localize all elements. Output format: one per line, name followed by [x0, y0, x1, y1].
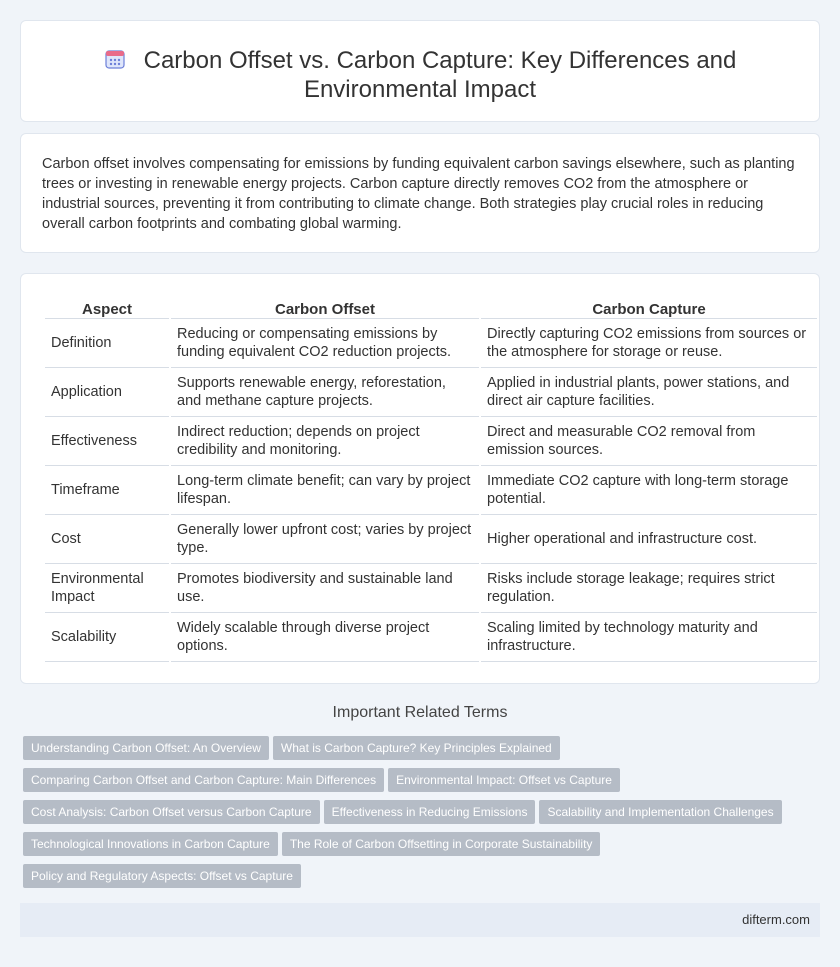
header-carbon-offset: Carbon Offset [171, 297, 479, 319]
calendar-icon [104, 48, 126, 70]
table-row [45, 515, 817, 564]
page-title [21, 46, 819, 104]
tag-row [23, 864, 823, 896]
row-capture: Directly capturing CO2 emissions from sources or the atmosphere for storage or reuse. [481, 319, 817, 368]
table-row [45, 466, 817, 515]
related-terms-list [23, 736, 823, 896]
related-term-tag[interactable]: The Role of Carbon Offsetting in Corporate Sustainability [282, 832, 601, 856]
row-offset: Long-term climate benefit; can vary by project lifespan. [171, 466, 479, 515]
related-term-tag[interactable]: Comparing Carbon Offset and Carbon Capture: Main Differences [23, 768, 384, 792]
tag-row [23, 800, 823, 832]
title-line-2: Environmental Impact [303, 76, 537, 103]
row-capture: Risks include storage leakage; requires strict regulation. [481, 564, 817, 613]
row-aspect: Environmental Impact [45, 564, 169, 613]
row-capture: Scaling limited by technology maturity and infrastructure. [481, 613, 817, 662]
row-offset: Indirect reduction; depends on project credibility and monitoring. [171, 417, 479, 466]
footer [20, 903, 820, 937]
header-carbon-capture: Carbon Capture [481, 297, 817, 319]
tag-row [23, 832, 823, 864]
row-aspect: Cost [45, 515, 169, 564]
related-term-tag[interactable]: Scalability and Implementation Challenges [539, 800, 781, 824]
row-offset: Supports renewable energy, reforestation, and methane capture projects. [171, 368, 479, 417]
row-aspect: Scalability [45, 613, 169, 662]
header-aspect: Aspect [45, 297, 169, 319]
related-term-tag[interactable]: What is Carbon Capture? Key Principles Explained [273, 736, 560, 760]
row-offset: Widely scalable through diverse project options. [171, 613, 479, 662]
table-row [45, 613, 817, 662]
row-aspect: Effectiveness [45, 417, 169, 466]
row-aspect: Timeframe [45, 466, 169, 515]
row-aspect: Application [45, 368, 169, 417]
footer-site-link[interactable]: difterm.com [742, 912, 810, 927]
comparison-card [20, 273, 820, 684]
row-capture: Immediate CO2 capture with long-term storage potential. [481, 466, 817, 515]
row-capture: Higher operational and infrastructure cost. [481, 515, 817, 564]
row-aspect: Definition [45, 319, 169, 368]
tag-row [23, 736, 823, 768]
row-offset: Generally lower upfront cost; varies by project type. [171, 515, 479, 564]
table-row [45, 319, 817, 368]
row-capture: Applied in industrial plants, power stations, and direct air capture facilities. [481, 368, 817, 417]
header-card [20, 20, 820, 122]
row-capture: Direct and measurable CO2 removal from emission sources. [481, 417, 817, 466]
related-terms-title: Important Related Terms [332, 704, 508, 721]
intro-card [20, 133, 820, 253]
related-term-tag[interactable]: Understanding Carbon Offset: An Overview [23, 736, 269, 760]
intro-text: Carbon offset involves compensating for emissions by funding equivalent carbon savings elsewhere, such as planting trees or investing in renewable energy projects. Carbon capture directly removes CO2 from the atmosphere or industrial sources, preventing it from contributing to climate change. Both strategies play crucial roles in reducing overall carbon footprints and combating global warming. [42, 156, 795, 232]
related-term-tag[interactable]: Effectiveness in Reducing Emissions [324, 800, 536, 824]
related-term-tag[interactable]: Policy and Regulatory Aspects: Offset vs Capture [23, 864, 301, 888]
related-term-tag[interactable]: Technological Innovations in Carbon Capture [23, 832, 278, 856]
table-row [45, 417, 817, 466]
table-row [45, 368, 817, 417]
tag-row [23, 768, 823, 800]
table-row [45, 564, 817, 613]
title-line-1: Carbon Offset vs. Carbon Capture: Key Differences and [143, 47, 737, 74]
table-header-row [45, 297, 817, 319]
row-offset: Promotes biodiversity and sustainable land use. [171, 564, 479, 613]
row-offset: Reducing or compensating emissions by funding equivalent CO2 reduction projects. [171, 319, 479, 368]
related-term-tag[interactable]: Environmental Impact: Offset vs Capture [388, 768, 620, 792]
comparison-table [43, 297, 819, 662]
related-term-tag[interactable]: Cost Analysis: Carbon Offset versus Carbon Capture [23, 800, 320, 824]
